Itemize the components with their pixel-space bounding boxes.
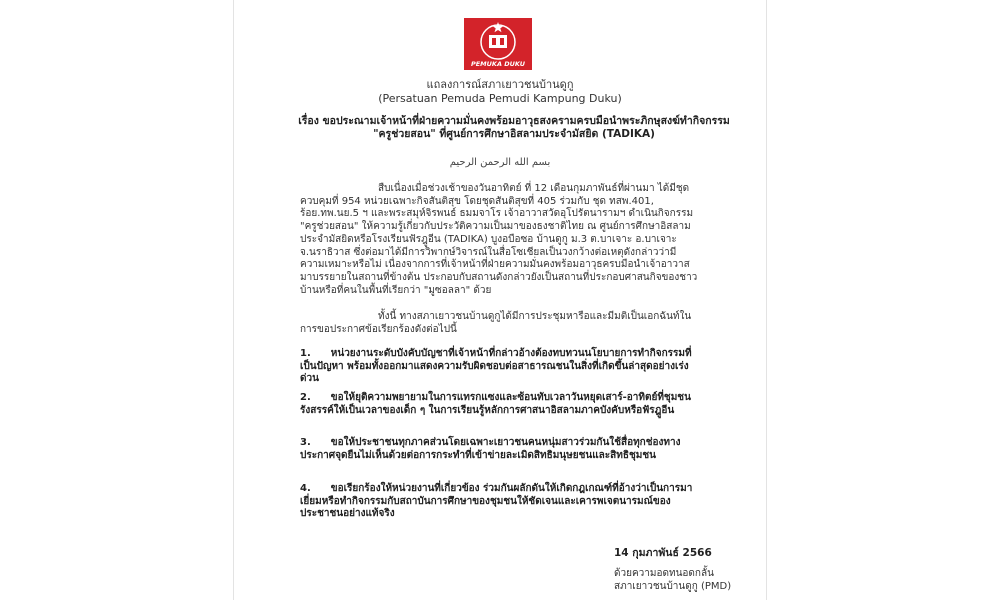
- demand-text: ขอให้ประชาชนทุกภาคส่วนโดยเฉพาะเยาวชนคนหนุ่มสาวร่วมกันใช้สื่อทุกช่องทางประกาศจุดยืนไม่เห็นด้วยต่อการกระทำที่เข้าข่ายละเมิดสิทธิมนุษยชนและสิทธิชุมชน: [300, 437, 681, 461]
- demand-number: 1.: [300, 348, 311, 359]
- demand-item: [300, 392, 700, 417]
- demand-text: ขอเรียกร้องให้หน่วยงานที่เกี่ยวข้อง ร่วมกันผลักดันให้เกิดกฎเกณฑ์ที่อ้างว่าเป็นการมาเยี่ยมหรือทำกิจกรรมกับสถาบันการศึกษาของชุมชนให้ชัดเจนและเคารพเจตนารมณ์ของประชาชนอย่างแท้จริง: [300, 483, 693, 520]
- org-name-malay: (Persatuan Pemuda Pemudi Kampung Duku): [378, 92, 622, 105]
- statement-subject: เรื่อง ขอประณามเจ้าหน้าที่ฝ่ายความมั่นคงพร้อมอาวุธสงครามครบมือนำพระภิกษุสงฆ์ทำกิจกรรม "ครูช่วยสอน" ที่ศูนย์การศึกษาอิสลามประจำมัสยิด (TADIKA): [298, 115, 730, 140]
- demand-text: ขอให้ยุติความพยายามในการแทรกแซงและซ้อนทับเวลาวันหยุดเสาร์-อาทิตย์ที่ชุมชนรังสรรค์ให้เป็นเวลาของเด็ก ๆ ในการเรียนรู้หลักการศาสนาอิสลามภาคบังคับหรือฟัรฎูอีน: [300, 392, 691, 416]
- signatory: สภาเยาวชนบ้านดูกู (PMD): [614, 581, 732, 592]
- demand-item: [300, 483, 700, 521]
- document-page: [234, 0, 766, 600]
- demand-number: 3.: [300, 437, 311, 448]
- demand-number: 4.: [300, 483, 311, 494]
- bismillah: بسم الله الرحمن الرحيم: [449, 157, 551, 168]
- demand-item: [300, 437, 700, 462]
- statement-date: 14 กุมภาพันธ์ 2566: [614, 547, 712, 559]
- closing-line: ด้วยความอดทนอดกลั้น: [614, 568, 714, 579]
- pemuka-duku-logo: [464, 18, 532, 70]
- paragraph-background: สืบเนื่องเมื่อช่วงเช้าของวันอาทิตย์ ที่ 12 เดือนกุมภาพันธ์ที่ผ่านมา ได้มีชุดควบคุมที่ 954 หน่วยเฉพาะกิจสันติสุข โดยชุดสันติสุขที่ 405 ร่วมกับ ชุด ทสพ.401, ร้อย.ทพ.นย.5 ฯ และพระสมุห์จิรพนธ์ ธมมจาโร เจ้าอาวาสวัดอุโปรัตนารามฯ ดำเนินกิจกรรม "ครูช่วยสอน" ให้ความรู้เกี่ยวกับประวัติความเป็นมาของธงชาติไทย ณ ศูนย์การศึกษาอิสลามประจำมัสยิดหรือโรงเรียนฟัรฎูอีน (TADIKA) บูงอบือซอ บ้านดูกู ม.3 ต.บาเจาะ อ.บาเจาะ จ.นราธิวาส ซึ่งต่อมาได้มีการวิพากษ์วิจารณ์ในสื่อโซเชียลเป็นวงกว้างต่อเหตุดังกล่าวว่ามีความเหมาะหรือไม่ เนื่องจากการที่เจ้าหน้าที่ฝ่ายความมั่นคงพร้อมอาวุธครบมือนำเจ้าอาวาสมาบรรยายในสถานที่ข้างต้น ประกอบกับสถานดังกล่าวยังเป็นสถานที่ประกอบศาสนกิจของชาวบ้านหรือที่คนในพื้นที่เรียกว่า "มูซอลลา" ด้วย: [300, 183, 698, 296]
- demand-text: หน่วยงานระดับบังคับบัญชาที่เจ้าหน้าที่กล่าวอ้างต้องทบทวนนโยบายการทำกิจกรรมที่เป็นปัญหา พร้อมทั้งออกมาแสดงความรับผิดชอบต่อสาธารณชนในสิ่งที่เกิดขึ้นล่าสุดอย่างเร่งด่วน: [300, 348, 692, 385]
- demand-number: 2.: [300, 392, 311, 403]
- org-name-thai: แถลงการณ์สภาเยาวชนบ้านดูกู: [426, 78, 574, 91]
- demand-item: [300, 348, 700, 386]
- svg-text:PEMUKA DUKU: PEMUKA DUKU: [470, 60, 526, 68]
- paragraph-resolution: ทั้งนี้ ทางสภาเยาวชนบ้านดูกูได้มีการประชุมหารือและมีมติเป็นเอกฉันท์ในการขอประกาศข้อเรียกร้องดังต่อไปนี้: [300, 311, 692, 335]
- frame-border-right: [766, 0, 767, 600]
